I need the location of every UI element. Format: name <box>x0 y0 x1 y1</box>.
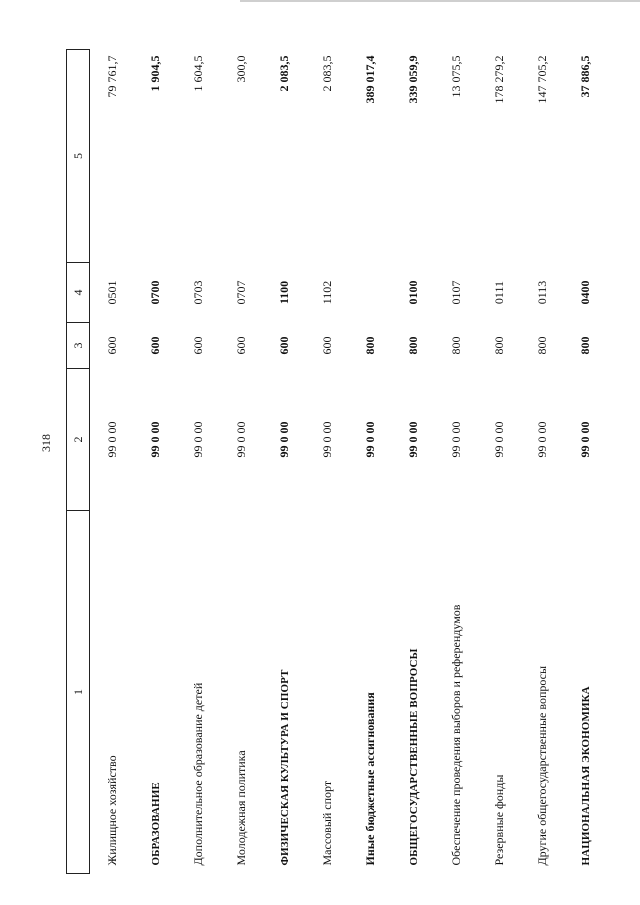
amount-cell: 339 059,9 <box>406 55 420 104</box>
row-name-cell: ФИЗИЧЕСКАЯ КУЛЬТУРА И СПОРТ <box>278 669 291 866</box>
budget-table <box>66 49 607 874</box>
row-name-cell: Жилищное хозяйство <box>104 755 119 866</box>
section-code-cell: 0107 <box>449 280 463 305</box>
amount-cell: 1 904,5 <box>148 55 162 92</box>
target-article-code-cell: 99 0 00 <box>104 421 119 458</box>
row-name-cell: Другие общегосударственные вопросы <box>535 665 549 866</box>
target-article-code-cell: 99 0 00 <box>406 421 420 458</box>
rotated-page-content <box>66 50 606 874</box>
column-header-3: 3 <box>67 323 90 369</box>
table-row <box>349 50 392 874</box>
section-code-cell: 0501 <box>104 280 119 305</box>
table-row <box>478 50 521 874</box>
column-header-2: 2 <box>67 369 90 511</box>
expense-type-code-cell: 800 <box>535 336 549 355</box>
amount-cell: 79 761,7 <box>104 55 119 98</box>
row-name-cell: Молодежная политика <box>234 750 248 866</box>
expense-type-code-cell: 800 <box>363 336 377 355</box>
expense-type-code-cell: 800 <box>449 336 463 355</box>
column-number-header-row <box>67 50 90 874</box>
table-row <box>263 50 306 874</box>
row-name-cell: Массовый спорт <box>320 780 334 866</box>
section-code-cell: 0700 <box>148 280 162 305</box>
column-header-4: 4 <box>67 263 90 323</box>
column-header-1: 1 <box>67 511 90 874</box>
expense-type-code-cell: 600 <box>191 336 205 355</box>
target-article-code-cell: 99 0 00 <box>191 421 205 458</box>
section-code-cell: 0400 <box>578 280 592 305</box>
amount-cell: 2 083,5 <box>320 55 334 92</box>
table-row <box>220 50 263 874</box>
amount-cell: 37 886,5 <box>578 55 592 98</box>
amount-cell: 389 017,4 <box>363 55 377 104</box>
column-header-5: 5 <box>67 50 90 263</box>
page-number: 318 <box>39 434 53 452</box>
expense-type-code-cell: 600 <box>234 336 248 355</box>
row-name-cell: Резервные фонды <box>492 774 506 866</box>
section-code-cell: 1102 <box>320 280 334 305</box>
target-article-code-cell: 99 0 00 <box>363 421 377 458</box>
table-row <box>564 50 607 874</box>
scan-edge-line <box>240 0 640 2</box>
row-name-cell: Дополнительное образование детей <box>191 682 205 866</box>
row-name-cell: НАЦИОНАЛЬНАЯ ЭКОНОМИКА <box>579 686 592 866</box>
table-body <box>90 50 608 874</box>
table-row <box>134 50 177 874</box>
row-name-cell: Иные бюджетные ассигнования <box>363 692 377 866</box>
section-code-cell: 0113 <box>535 280 549 305</box>
target-article-code-cell: 99 0 00 <box>148 421 162 458</box>
table-row <box>521 50 564 874</box>
expense-type-code-cell: 600 <box>320 336 334 355</box>
target-article-code-cell: 99 0 00 <box>277 421 291 458</box>
section-code-cell: 0703 <box>191 280 205 305</box>
amount-cell: 2 083,5 <box>277 55 291 92</box>
row-name-cell: ОБРАЗОВАНИЕ <box>149 782 162 866</box>
table-row <box>306 50 349 874</box>
table-row <box>90 50 135 874</box>
amount-cell: 13 075,5 <box>449 55 463 98</box>
table-row <box>435 50 478 874</box>
section-code-cell <box>349 263 392 323</box>
expense-type-code-cell: 800 <box>406 336 420 355</box>
target-article-code-cell: 99 0 00 <box>449 421 463 458</box>
section-code-cell: 0111 <box>492 280 506 305</box>
expense-type-code-cell: 600 <box>148 336 162 355</box>
section-code-cell: 0100 <box>406 280 420 305</box>
row-name-cell: ОБЩЕГОСУДАРСТВЕННЫЕ ВОПРОСЫ <box>407 648 420 866</box>
section-code-cell: 0707 <box>234 280 248 305</box>
amount-cell: 178 279,2 <box>492 55 506 104</box>
amount-cell: 300,0 <box>234 55 248 83</box>
expense-type-code-cell: 800 <box>492 336 506 355</box>
expense-type-code-cell: 800 <box>578 336 592 355</box>
target-article-code-cell: 99 0 00 <box>492 421 506 458</box>
target-article-code-cell: 99 0 00 <box>234 421 248 458</box>
table-row <box>177 50 220 874</box>
table-row <box>392 50 435 874</box>
section-code-cell: 1100 <box>277 280 291 305</box>
target-article-code-cell: 99 0 00 <box>578 421 592 458</box>
expense-type-code-cell: 600 <box>277 336 291 355</box>
expense-type-code-cell: 600 <box>104 336 119 355</box>
target-article-code-cell: 99 0 00 <box>320 421 334 458</box>
amount-cell: 147 705,2 <box>535 55 549 104</box>
amount-cell: 1 604,5 <box>191 55 205 92</box>
target-article-code-cell: 99 0 00 <box>535 421 549 458</box>
row-name-cell: Обеспечение проведения выборов и референдумов <box>449 604 463 866</box>
